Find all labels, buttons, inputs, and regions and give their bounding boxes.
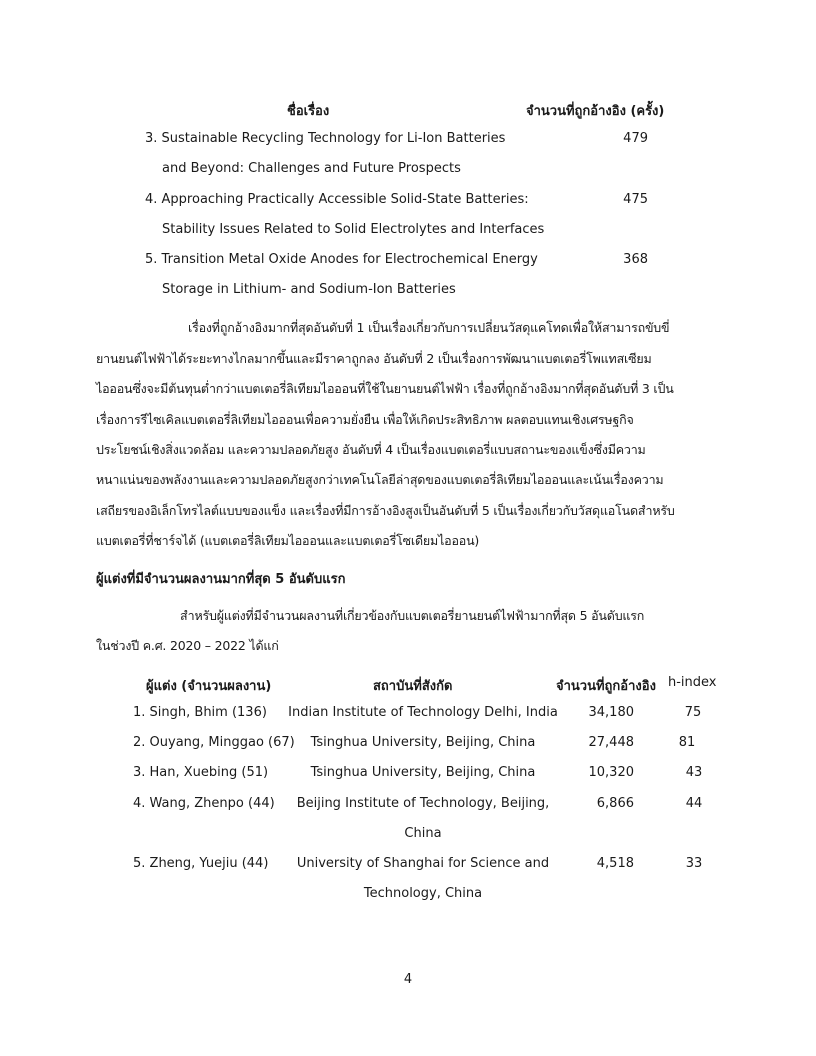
table2-header-hindex: h-index (668, 675, 717, 690)
table2-row-citations: 27,448 (588, 735, 634, 750)
table1-row-title-cont: Storage in Lithium- and Sodium-Ion Batteries (162, 282, 456, 297)
table2-header-author: ผู้แต่ง (จำนวนผลงาน) (146, 679, 272, 694)
table2-header-citations: จำนวนที่ถูกอ้างอิง (556, 679, 656, 694)
table2-row-author: 5. Zheng, Yuejiu (44) (133, 856, 269, 871)
paragraph2-line: สำหรับผู้แต่งที่มีจำนวนผลงานที่เกี่ยวข้องกับแบตเตอรี่ยานยนต์ไฟฟ้ามากที่สุด 5 อันดับแรก (180, 608, 645, 623)
table1-row-citations: 479 (623, 131, 648, 146)
page-number: 4 (403, 972, 413, 987)
paragraph1-line: ไอออนซึ่งจะมีต้นทุนต่ำกว่าแบตเตอรี่ลิเทียมไอออนที่ใช้ในยานยนต์ไฟฟ้า เรื่องที่ถูกอ้างอิงมากที่สุดอันดับที่ 3 เป็น (96, 381, 674, 396)
table2-row-institution: Beijing Institute of Technology, Beijing, (296, 796, 550, 811)
table2-row-institution-cont: Technology, China (363, 886, 483, 901)
table2-row-author: 3. Han, Xuebing (51) (133, 765, 269, 780)
table2-row-institution: Indian Institute of Technology Delhi, India (288, 705, 558, 720)
table1-row-title: 4. Approaching Practically Accessible Solid-State Batteries: (145, 192, 529, 207)
table2-row-hindex: 75 (684, 705, 702, 720)
table2-row-institution: University of Shanghai for Science and (296, 856, 550, 871)
table1-header-title: ชื่อเรื่อง (287, 104, 330, 119)
table2-row-citations: 6,866 (596, 796, 634, 811)
table2-row-citations: 10,320 (588, 765, 634, 780)
table2-row-hindex: 33 (685, 856, 703, 871)
table1-row-title-cont: Stability Issues Related to Solid Electrolytes and Interfaces (162, 222, 545, 237)
paragraph1-line: เสถียรของอิเล็กโทรไลต์แบบของแข็ง และเรื่องที่มีการอ้างอิงสูงเป็นอันดับที่ 5 เป็นเรื่องเกี่ยวกับวัสดุแอโนดสำหรับ (96, 503, 675, 518)
paragraph1-line: ยานยนต์ไฟฟ้าได้ระยะทางไกลมากขึ้นและมีราคาถูกลง อันดับที่ 2 เป็นเรื่องการพัฒนาแบตเตอรี่โพแทสเซียม (96, 351, 652, 366)
table2-row-hindex: 43 (685, 765, 703, 780)
paragraph2-line: ในช่วงปี ค.ศ. 2020 – 2022 ได้แก่ (96, 638, 279, 653)
paragraph1-line: แบตเตอรี่ที่ชาร์จได้ (แบตเตอรี่ลิเทียมไอออนและแบตเตอรี่โซเดียมไอออน) (96, 533, 480, 548)
paragraph1-line: เรื่องการรีไซเคิลแบตเตอรี่ลิเทียมไอออนเพื่อความยั่งยืน เพื่อให้เกิดประสิทธิภาพ ผลตอบแทนเชิงเศรษฐกิจ (96, 412, 634, 427)
table2-row-hindex: 81 (678, 735, 696, 750)
table1-row-title: 3. Sustainable Recycling Technology for Li-Ion Batteries (145, 131, 506, 146)
table1-row-title: 5. Transition Metal Oxide Anodes for Electrochemical Energy (145, 252, 538, 267)
table2-row-institution: Tsinghua University, Beijing, China (310, 765, 536, 780)
paragraph1-line: หนาแน่นของพลังงานและความปลอดภัยสูงกว่าเทคโนโลยีล่าสุดของแบตเตอรี่ลิเทียมไอออนและเน้นเรื่องความ (96, 472, 664, 487)
table2-row-hindex: 44 (685, 796, 703, 811)
table1-row-title-cont: and Beyond: Challenges and Future Prospects (162, 161, 461, 176)
paragraph1-line: ประโยชน์เชิงสิ่งแวดล้อม และความปลอดภัยสูง อันดับที่ 4 เป็นเรื่องแบตเตอรี่แบบสถานะของแข็งซึ่งมีความ (96, 442, 646, 457)
paragraph1-line: เรื่องที่ถูกอ้างอิงมากที่สุดอันดับที่ 1 เป็นเรื่องเกี่ยวกับการเปลี่ยนวัสดุแคโทดเพื่อให้สามารถขับขี่ (188, 320, 670, 335)
table2-header-institution: สถาบันที่สังกัด (373, 679, 453, 694)
table2-row-citations: 34,180 (588, 705, 634, 720)
table1-row-citations: 368 (623, 252, 648, 267)
table2-row-author: 4. Wang, Zhenpo (44) (133, 796, 275, 811)
table2-row-author: 1. Singh, Bhim (136) (133, 705, 267, 720)
table2-row-institution-cont: China (404, 826, 442, 841)
table1-row-citations: 475 (623, 192, 648, 207)
table2-row-citations: 4,518 (596, 856, 634, 871)
table2-row-institution: Tsinghua University, Beijing, China (310, 735, 536, 750)
section-heading: ผู้แต่งที่มีจำนวนผลงานมากที่สุด 5 อันดับแรก (96, 572, 346, 587)
table2-row-author: 2. Ouyang, Minggao (67) (133, 735, 295, 750)
table1-header-citations: จำนวนที่ถูกอ้างอิง (ครั้ง) (526, 104, 665, 119)
